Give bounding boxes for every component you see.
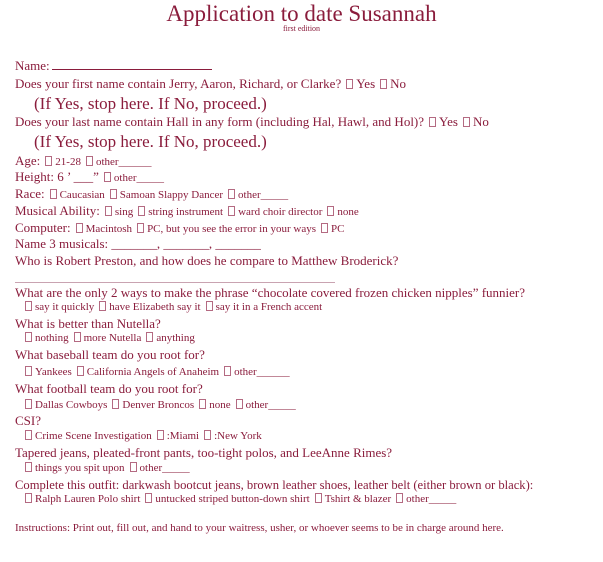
checkbox[interactable] <box>112 399 119 409</box>
checkbox[interactable] <box>236 399 243 409</box>
checkbox[interactable] <box>86 156 93 166</box>
question-first-name: Does your first name contain Jerry, Aaron, Richard, or Clarke? Yes No <box>15 76 407 91</box>
question-computer: Computer: Macintosh PC, but you see the error in your ways PC <box>15 220 345 235</box>
checkbox[interactable] <box>25 493 32 503</box>
note-proceed: (If Yes, stop here. If No, proceed.) <box>34 94 267 113</box>
edition-label: first edition <box>282 24 321 33</box>
checkbox[interactable] <box>146 332 153 342</box>
options-tapered: things you spit upon other_____ <box>20 461 190 475</box>
page-title: Application to date Susannah <box>166 1 437 26</box>
checkbox[interactable] <box>25 430 32 440</box>
options-baseball: Yankees California Angels of Anaheim other______ <box>20 365 290 379</box>
checkbox[interactable] <box>206 301 213 311</box>
checkbox[interactable] <box>99 301 106 311</box>
question-tapered: Tapered jeans, pleated-front pants, too-tight polos, and LeeAnne Rimes? <box>15 445 393 460</box>
options-nutella: nothing more Nutella anything <box>20 331 195 345</box>
options-football: Dallas Cowboys Denver Broncos none other_____ <box>20 398 296 412</box>
question-race: Race: Caucasian Samoan Slappy Dancer other_____ <box>15 186 289 201</box>
checkbox[interactable] <box>228 189 235 199</box>
checkbox[interactable] <box>130 462 137 472</box>
options-outfit: Ralph Lauren Polo shirt untucked striped button-down shirt Tshirt & blazer other_____ <box>20 492 456 506</box>
question-football: What football team do you root for? <box>15 381 203 396</box>
question-age: Age: 21-28 other______ <box>15 153 152 168</box>
checkbox[interactable] <box>138 206 145 216</box>
checkbox[interactable] <box>224 366 231 376</box>
question-musical-ability: Musical Ability: sing string instrument ward choir director none <box>15 203 359 218</box>
question-musicals: Name 3 musicals: _______, _______, _______ <box>15 236 261 251</box>
checkbox[interactable] <box>25 332 32 342</box>
checkbox[interactable] <box>429 117 436 127</box>
question-nutella: What is better than Nutella? <box>15 316 161 331</box>
checkbox[interactable] <box>25 301 32 311</box>
checkbox[interactable] <box>315 493 322 503</box>
checkbox[interactable] <box>25 462 32 472</box>
instructions: Instructions: Print out, fill out, and hand to your waitress, usher, or whoever seems to be in charge around here. <box>15 522 504 534</box>
question-funnier: What are the only 2 ways to make the phrase “chocolate covered frozen chicken nipples” funnier? <box>15 285 526 300</box>
name-field[interactable] <box>15 58 212 74</box>
checkbox[interactable] <box>105 206 112 216</box>
options-csi: Crime Scene Investigation :Miami :New York <box>20 429 262 443</box>
name-label: Name: <box>15 58 50 73</box>
checkbox[interactable] <box>50 189 57 199</box>
checkbox[interactable] <box>45 156 52 166</box>
question-last-name: Does your last name contain Hall in any form (including Hal, Hawl, and Hol)? Yes No <box>15 114 489 129</box>
checkbox[interactable] <box>25 399 32 409</box>
checkbox[interactable] <box>104 172 111 182</box>
note-proceed: (If Yes, stop here. If No, proceed.) <box>34 132 267 151</box>
checkbox[interactable] <box>228 206 235 216</box>
checkbox[interactable] <box>74 332 81 342</box>
question-baseball: What baseball team do you root for? <box>15 347 205 362</box>
checkbox[interactable] <box>137 223 144 233</box>
checkbox[interactable] <box>25 366 32 376</box>
checkbox[interactable] <box>380 79 387 89</box>
checkbox[interactable] <box>327 206 334 216</box>
checkbox[interactable] <box>76 223 83 233</box>
checkbox[interactable] <box>396 493 403 503</box>
question-csi: CSI? <box>15 413 41 428</box>
checkbox[interactable] <box>204 430 211 440</box>
question-outfit: Complete this outfit: darkwash bootcut jeans, brown leather shoes, leather belt (either brown or black): <box>15 478 534 492</box>
answer-line <box>15 282 335 283</box>
checkbox[interactable] <box>110 189 117 199</box>
checkbox[interactable] <box>463 117 470 127</box>
checkbox[interactable] <box>346 79 353 89</box>
checkbox[interactable] <box>199 399 206 409</box>
name-blank[interactable] <box>52 59 212 70</box>
question-height: Height: 6 ’ ___” other_____ <box>15 169 164 184</box>
options-funnier: say it quickly have Elizabeth say it say it in a French accent <box>20 300 322 314</box>
checkbox[interactable] <box>77 366 84 376</box>
question-robert-preston: Who is Robert Preston, and how does he compare to Matthew Broderick? <box>15 253 399 268</box>
checkbox[interactable] <box>145 493 152 503</box>
checkbox[interactable] <box>321 223 328 233</box>
checkbox[interactable] <box>157 430 164 440</box>
